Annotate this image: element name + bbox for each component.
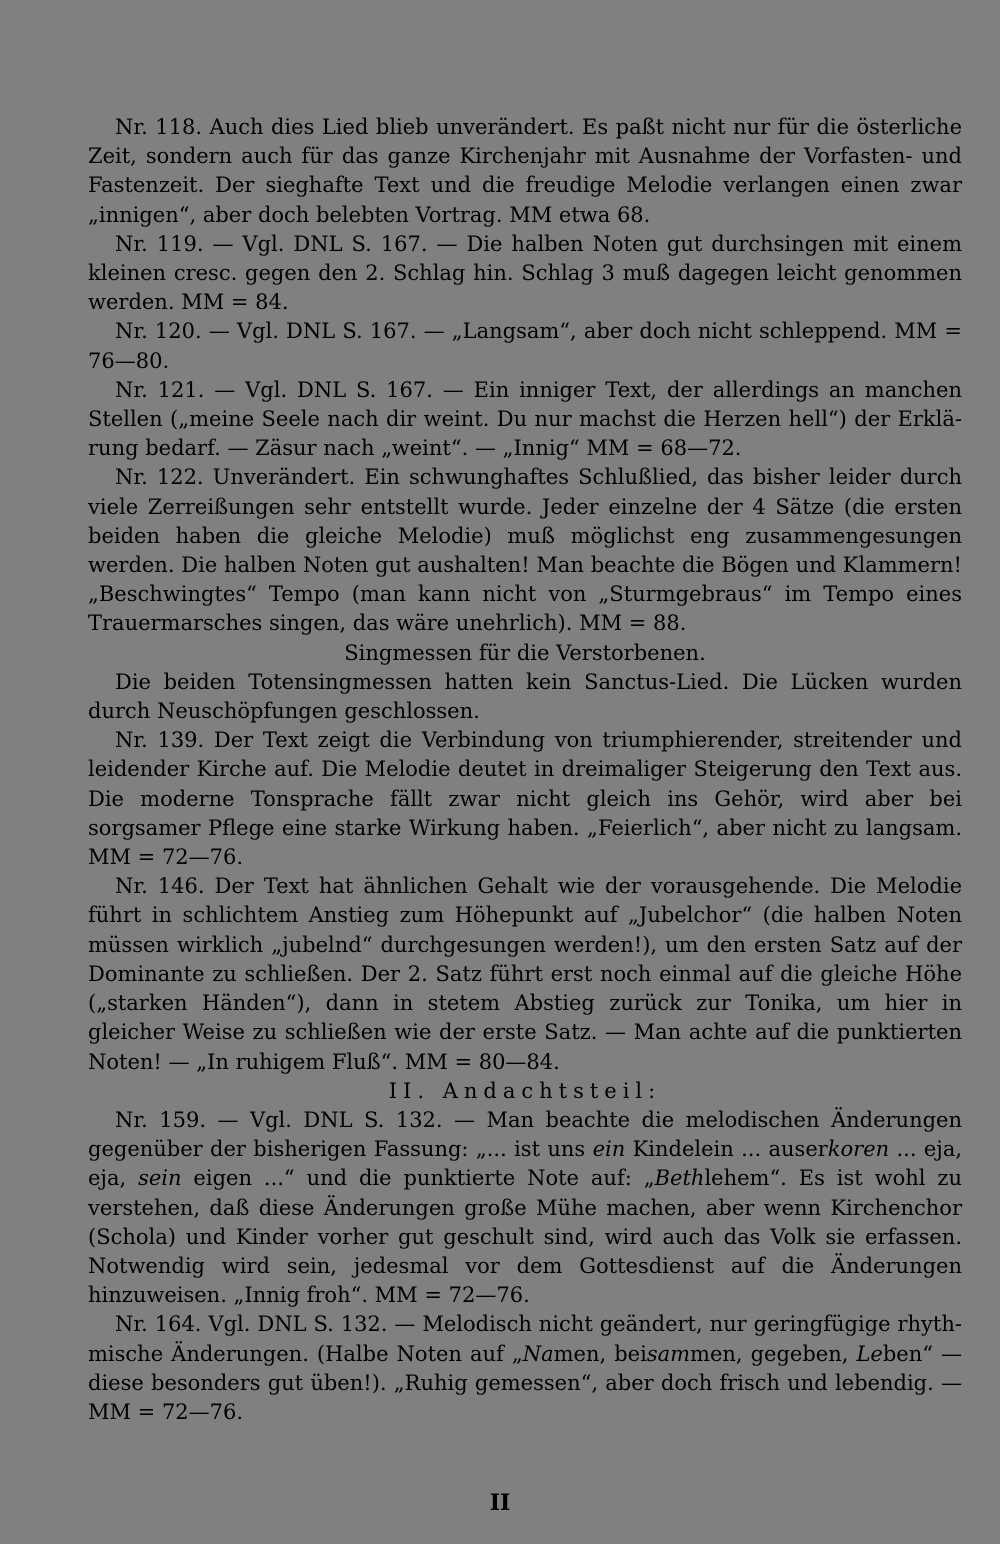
body-text [88,113,962,1427]
italic-run: Na [522,1341,554,1366]
italic-run: koren [827,1137,890,1162]
paragraph-nr-118: Nr. 118. Auch dies Lied blieb unverändert. Es paßt nicht nur für die österliche Zeit, sondern auch für das ganze Kirchenjahr mit Ausnahme der Vorfasten- und Fastenzeit. Der sieghafte Text und die freudige Melodie verlangen einen zwar „innigen“, aber doch belebten Vortrag. MM etwa 68. [88,115,962,227]
text-run: ben“ — diese besonders gut üben!). „Ruhig gemessen“, aber doch frisch und lebendig. — MM = 72—76. [88,1341,962,1424]
text-run: men, gegeben, [690,1341,857,1366]
text-run: eigen ...“ und die punktierte Note auf: „ [181,1166,655,1191]
italic-run: Beth [654,1166,705,1191]
text-run: Nr. 159. — Vgl. DNL S. 132. — Man beachte die melodischen Änderungen gegenüber der bisherigen Fassung: „... ist uns [88,1107,962,1162]
italic-run: sam [646,1341,691,1366]
paragraph-nr-122: Nr. 122. Unverändert. Ein schwunghaftes Schlußlied, das bisher leider durch viele Zerreißungen sehr entstellt wurde. Jeder einzelne der 4 Sätze (die ersten beiden haben die gleiche Melodie) muß möglichst eng zusammengesungen werden. Die halben Noten gut aushalten! Man beachte die Bögen und Klammern! „Beschwingtes“ Tempo (man kann nicht von „Sturmgebraus“ im Tempo eines Trauermarsches singen, das wäre unehrlich). MM = 88. [88,465,962,636]
italic-run: sein [138,1166,182,1191]
paragraph-nr-119: Nr. 119. — Vgl. DNL S. 167. — Die halben Noten gut durchsingen mit einem kleinen cresc. gegen den 2. Schlag hin. Schlag 3 muß dagegen leicht genommen werden. MM = 84. [88,231,962,315]
text-run: Nr. 164. Vgl. DNL S. 132. — Melodisch nicht geändert, nur geringfügige rhythmische Änderungen. (Halbe Noten auf „ [88,1312,962,1366]
section-heading-andachtsteil: II. Andachtsteil: [388,1078,662,1103]
section-heading-singmessen: Singmessen für die Verstorbenen. [344,640,706,665]
page-number: II [489,1490,511,1516]
paragraph-nr-159 [88,1106,962,1310]
text-run: men, bei [553,1341,647,1366]
text-run: ... eja, eja, [88,1137,963,1191]
paragraph-nr-121: Nr. 121. — Vgl. DNL S. 167. — Ein inniger Text, der allerdings an manchen Stellen („meine Seele nach dir weint. Du nur machst die Herzen hell“) der Erklärung bedarf. — Zäsur nach „weint“. — „Innig“ MM = 68—72. [88,377,962,461]
paragraph-nr-146: Nr. 146. Der Text hat ähnlichen Gehalt wie der vorausgehende. Die Melodie führt in schlichtem Anstieg zum Höhepunkt auf „Jubelchor“ (die halben Noten müssen wirklich „jubelnd“ durchgesungen werden!), um den ersten Satz auf der Dominante zu schließen. Der 2. Satz führt erst noch einmal auf die gleiche Höhe („starken Händen“), dann in stetem Abstieg zurück zur Tonika, um hier in gleicher Weise zu schließen wie der erste Satz. — Man achte auf die punktierten Noten! — „In ruhigem Fluß“. MM = 80—84. [88,874,962,1074]
paragraph-intro: Die beiden Totensingmessen hatten kein Sanctus-Lied. Die Lücken wurden durch Neuschöpfungen geschlossen. [88,669,962,724]
italic-run: Le [856,1341,883,1366]
paragraph-nr-164 [88,1310,962,1427]
italic-run: ein [592,1137,626,1162]
text-run: lehem“. Es ist wohl zu verstehen, daß diese Änderungen große Mühe machen, aber wenn Kirchenchor (Schola) und Kinder vorher gut geschult sind, wird auch das Volk sie erfassen. Notwendig wird sein, jedesmal vor dem Gottesdienst auf die Änderungen hinzuweisen. „Innig froh“. MM = 72—76. [88,1166,963,1308]
paragraph-nr-139: Nr. 139. Der Text zeigt die Verbindung von triumphierender, streitender und leidender Kirche auf. Die Melodie deutet in dreimaliger Steigerung den Text aus. Die moderne Tonsprache fällt zwar nicht gleich ins Gehör, wird aber bei sorgsamer Pflege eine starke Wirkung haben. „Feierlich“, aber nicht zu langsam. MM = 72—76. [88,728,962,870]
paragraph-nr-120: Nr. 120. — Vgl. DNL S. 167. — „Langsam“, aber doch nicht schleppend. MM = 76—80. [88,319,962,373]
text-run: Kindelein ... auser [625,1137,828,1162]
